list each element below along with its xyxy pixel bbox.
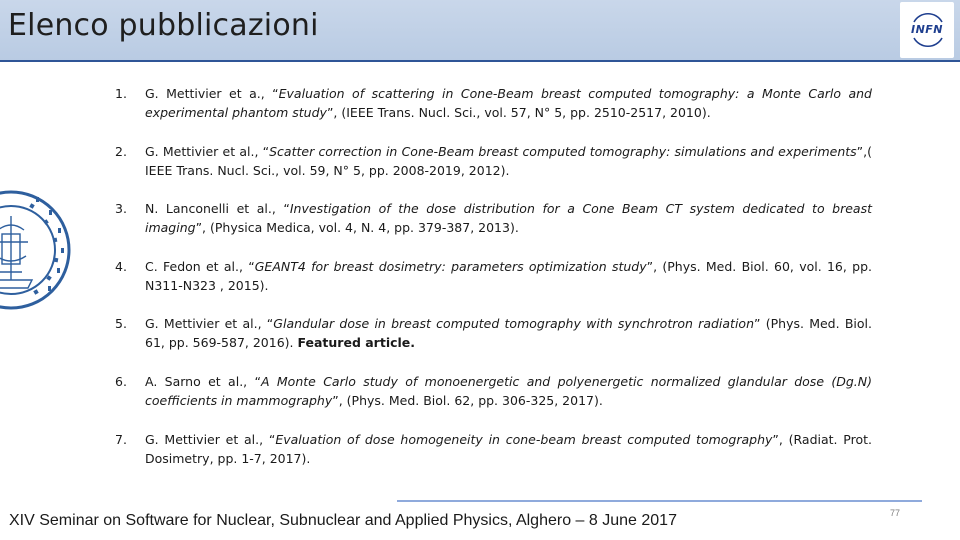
publication-list — [115, 84, 872, 487]
publication-authors: G. Mettivier et al., “ — [145, 316, 274, 332]
publication-item — [115, 142, 872, 180]
publication-authors: A. Sarno et al., “ — [145, 373, 261, 389]
publication-reference: ”, (Physica Medica, vol. 4, N. 4, pp. 379-387, 2013). — [195, 220, 519, 236]
infn-logo — [900, 2, 954, 58]
publication-note: Featured article. — [297, 335, 416, 351]
publication-reference: ”,( IEEE Trans. Nucl. Sci., vol. 59, N° 5, pp. 2008-2019, 2012). — [145, 143, 872, 178]
publication-title: Scatter correction in Cone-Beam breast computed tomography: simulations and experiments — [269, 143, 857, 159]
publication-number: 6. — [115, 373, 127, 389]
publication-authors: G. Mettivier et a., “ — [145, 86, 279, 101]
publication-reference: ”, (Radiat. Prot. Dosimetry, pp. 1-7, 2017). — [145, 431, 872, 466]
publication-authors: N. Lanconelli et al., “ — [145, 201, 290, 217]
publication-reference: ” (Phys. Med. Biol. 61, pp. 569-587, 2016). — [145, 316, 872, 351]
publication-item — [115, 257, 872, 295]
publication-title: Investigation of the dose distribution for a Cone Beam CT system dedicated to breast imaging — [145, 201, 873, 236]
publication-title: A Monte Carlo study of monoenergetic and polyenergetic normalized glandular dose (Dg.N) coefficients in mammography — [145, 373, 873, 408]
publication-item — [115, 314, 872, 352]
publication-number: 4. — [115, 258, 127, 274]
publication-title: Glandular dose in breast computed tomography with synchrotron radiation — [273, 316, 754, 332]
publication-number: 1. — [115, 86, 127, 101]
publication-authors: C. Fedon et al., “ — [145, 258, 255, 274]
publication-item — [115, 372, 872, 410]
publication-reference: ”, (IEEE Trans. Nucl. Sci., vol. 57, N° 5, pp. 2510-2517, 2010). — [326, 105, 711, 120]
publication-item — [115, 430, 872, 468]
publication-title: Evaluation of dose homogeneity in cone-beam breast computed tomography — [275, 431, 773, 447]
footer-text: XIV Seminar on Software for Nuclear, Subnuclear and Applied Physics, Alghero – 8 June 2017 — [9, 512, 677, 529]
publication-item — [115, 199, 872, 237]
university-seal-icon — [0, 180, 72, 320]
footer-divider — [397, 500, 922, 502]
publication-title: GEANT4 for breast dosimetry: parameters optimization study — [254, 258, 647, 274]
publication-item — [115, 84, 872, 122]
page-number: 77 — [890, 508, 901, 518]
publication-reference: ”, (Phys. Med. Biol. 60, vol. 16, pp. N311-N323 , 2015). — [145, 258, 872, 293]
page-title: Elenco pubblicazioni — [8, 8, 319, 43]
publication-number: 3. — [115, 201, 127, 217]
publication-number: 7. — [115, 431, 127, 447]
title-bar — [0, 0, 960, 62]
publication-title: Evaluation of scattering in Cone-Beam breast computed tomography: a Monte Carlo and experimental phantom study — [145, 86, 872, 120]
publication-authors: G. Mettivier et al., “ — [145, 431, 276, 447]
publication-number: 2. — [115, 143, 127, 159]
publication-authors: G. Mettivier et al., “ — [145, 143, 270, 159]
publication-number: 5. — [115, 316, 127, 332]
publication-reference: ”, (Phys. Med. Biol. 62, pp. 306-325, 2017). — [332, 392, 603, 408]
logo-text: INFN — [910, 23, 944, 36]
